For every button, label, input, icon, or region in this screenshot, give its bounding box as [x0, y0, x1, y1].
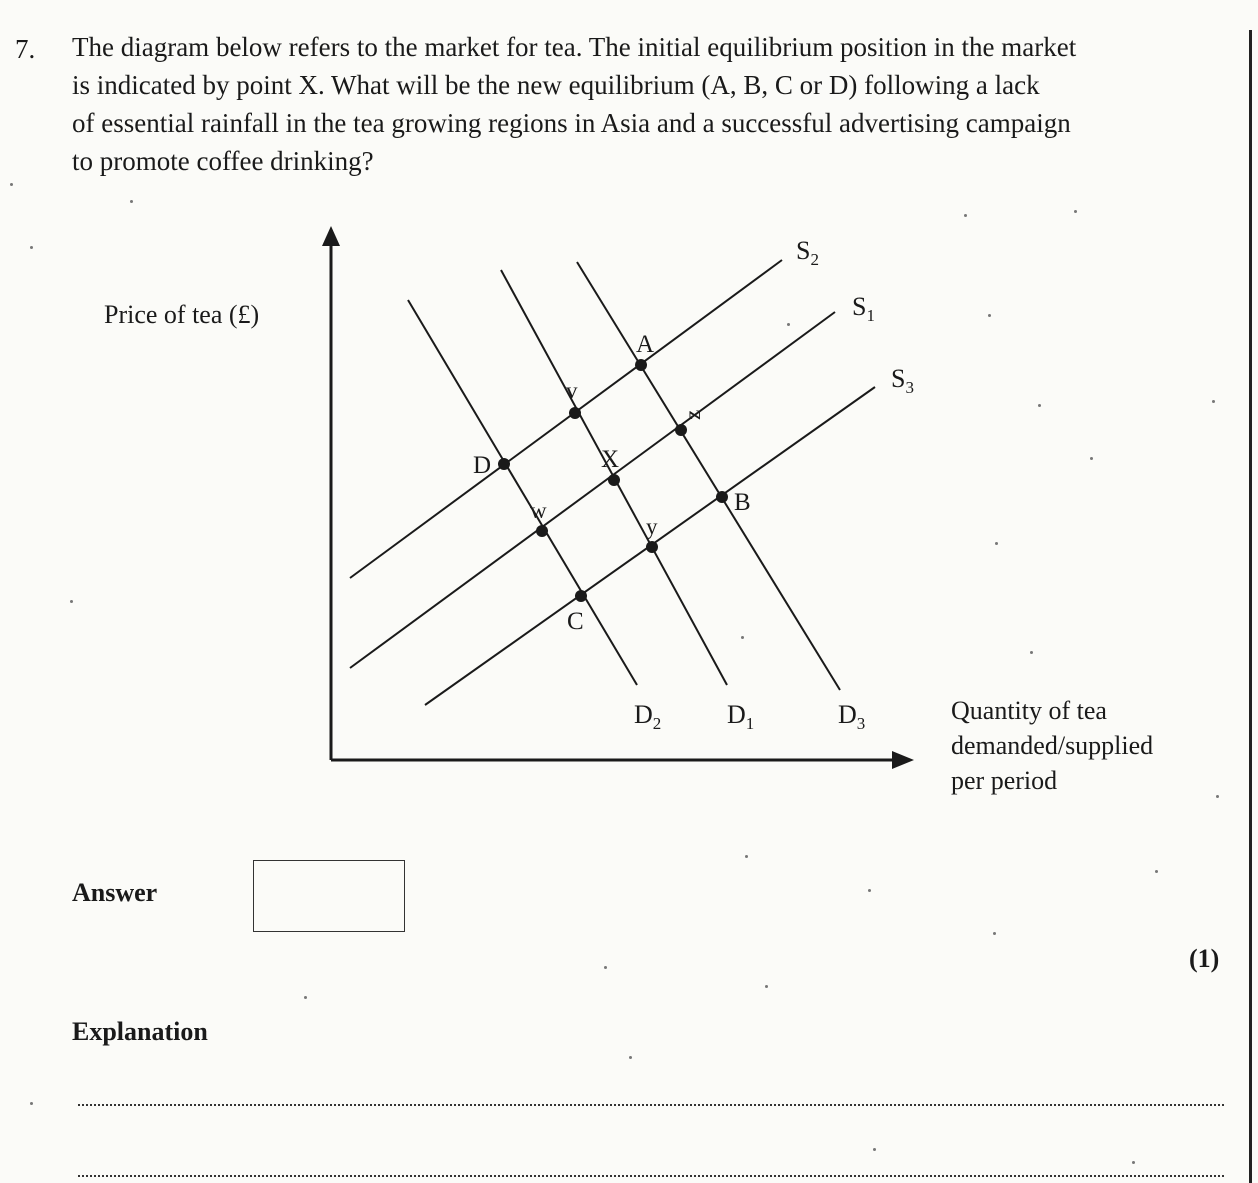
x-axis-label-line: per period: [951, 766, 1058, 795]
point-label-d: D: [473, 452, 492, 479]
scan-speck: [629, 1056, 632, 1059]
point-b-marker: [716, 491, 728, 503]
supply-label-s1-subscript: 1: [866, 306, 875, 325]
supply-label-s3: [891, 364, 914, 397]
scan-speck: [70, 600, 73, 603]
scan-speck: [1074, 210, 1077, 213]
scan-speck: [1155, 870, 1158, 873]
demand-label-d1-letter: D: [727, 700, 746, 729]
demand-curve-d2: [408, 300, 637, 685]
demand-label-d2-subscript: 2: [652, 714, 662, 733]
scan-speck: [30, 1102, 33, 1105]
question-line: is indicated by point X. What will be the new equilibrium (A, B, C or D) following a lack: [72, 70, 1040, 100]
scan-speck: [787, 323, 790, 326]
supply-label-s1-letter: S: [852, 292, 867, 321]
supply-curve-s2: [350, 260, 782, 578]
demand-label-d1-subscript: 1: [745, 714, 755, 733]
scan-speck: [993, 932, 996, 935]
scan-speck: [1038, 404, 1041, 407]
demand-label-d3-letter: D: [838, 700, 857, 729]
point-y-marker: [646, 541, 658, 553]
demand-label-d2-letter: D: [634, 700, 653, 729]
scan-speck: [995, 542, 998, 545]
demand-label-d3-subscript: 3: [856, 714, 866, 733]
scan-speck: [745, 855, 748, 858]
supply-label-s1: [852, 292, 875, 325]
point-d-marker: [498, 458, 510, 470]
scan-speck: [873, 1148, 876, 1151]
point-label-c: C: [567, 608, 584, 635]
x-axis-label-line: Quantity of tea: [951, 696, 1107, 725]
point-label-v: v: [566, 378, 578, 403]
point-v-marker: [569, 407, 581, 419]
scan-speck: [988, 314, 991, 317]
answer-box[interactable]: [253, 860, 405, 932]
x-axis-arrowhead: [892, 751, 914, 769]
scan-speck: [1030, 651, 1033, 654]
question-line: of essential rainfall in the tea growing regions in Asia and a successful advertising campaign: [72, 108, 1071, 138]
scan-speck: [130, 200, 133, 203]
x-axis-label-line: demanded/supplied: [951, 731, 1154, 760]
scan-speck: [304, 996, 307, 999]
question-line: to promote coffee drinking?: [72, 146, 374, 176]
y-axis-arrowhead: [322, 226, 340, 246]
y-axis-label: Price of tea (£): [104, 300, 260, 329]
supply-label-s2-letter: S: [796, 236, 811, 265]
explanation-answer-line[interactable]: [78, 1104, 1224, 1106]
point-label-x: X: [601, 446, 620, 473]
scan-speck: [964, 214, 967, 217]
point-w-marker: [536, 525, 548, 537]
point-label-b: B: [734, 489, 751, 516]
demand-label-d3: [838, 700, 865, 733]
supply-label-s2-subscript: 2: [810, 250, 819, 269]
demand-label-d2: [634, 700, 661, 733]
scan-speck: [868, 889, 871, 892]
question-number: 7.: [15, 34, 36, 64]
point-z-marker: [675, 424, 687, 436]
scan-speck: [1132, 1161, 1135, 1164]
demand-label-d1: [727, 700, 754, 733]
supply-curve-s1: [350, 312, 835, 668]
scan-speck: [765, 985, 768, 988]
supply-label-s3-letter: S: [891, 364, 906, 393]
supply-label-s2: [796, 236, 819, 269]
answer-label: Answer: [72, 878, 158, 907]
scan-speck: [741, 636, 744, 639]
scan-speck: [604, 966, 607, 969]
scan-speck: [30, 246, 33, 249]
scan-speck: [10, 183, 13, 186]
explanation-label: Explanation: [72, 1017, 208, 1046]
explanation-answer-line[interactable]: [78, 1175, 1224, 1177]
scan-speck: [1216, 795, 1219, 798]
scan-speck: [1090, 457, 1093, 460]
point-label-y: y: [646, 514, 658, 539]
point-a-marker: [635, 359, 647, 371]
point-c-marker: [575, 590, 587, 602]
marks-label: (1): [1189, 944, 1220, 973]
scan-speck: [1212, 400, 1215, 403]
question-line: The diagram below refers to the market for tea. The initial equilibrium position in the market: [72, 32, 1077, 62]
point-label-z: z: [680, 409, 705, 420]
point-label-a: A: [636, 331, 655, 358]
point-x-marker: [608, 474, 620, 486]
point-label-w: w: [530, 498, 547, 523]
supply-label-s3-subscript: 3: [905, 378, 914, 397]
